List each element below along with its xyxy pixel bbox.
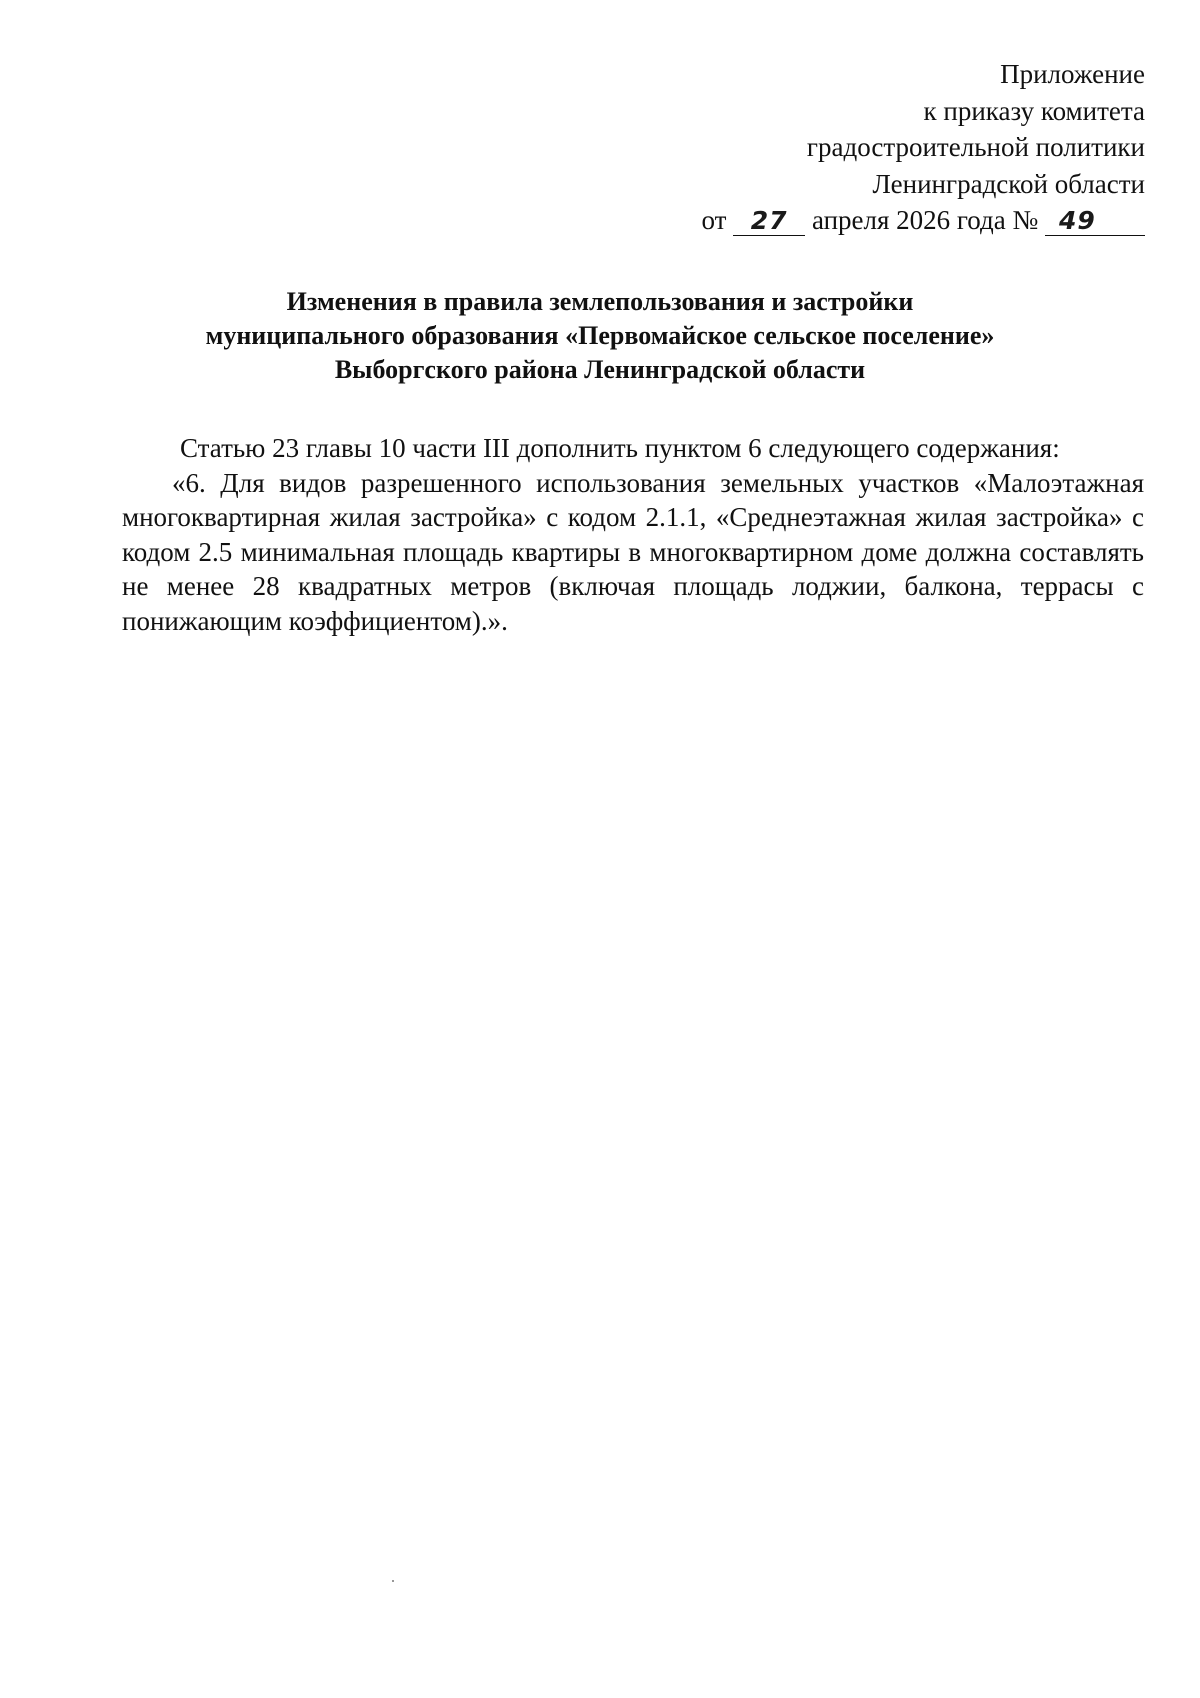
date-prefix: от <box>701 205 727 235</box>
document-title <box>0 285 1200 387</box>
order-number-field <box>1045 206 1145 236</box>
appendix-label: Приложение <box>1000 59 1145 89</box>
region-name: Ленинградской области <box>872 168 1145 199</box>
document-body <box>122 431 1144 638</box>
title-line-1: Изменения в правила землепользования и застройки <box>286 287 914 316</box>
scan-speck <box>392 1580 394 1582</box>
date-day-handwritten: 27 <box>750 206 788 235</box>
appendix-header <box>545 56 1145 239</box>
title-line-2: муниципального образования «Первомайское сельское поселение» <box>205 321 995 350</box>
title-line-3: Выборгского района Ленинградской области <box>334 355 866 384</box>
order-date-line <box>545 202 1145 239</box>
date-day-field <box>733 206 805 236</box>
amendment-paragraph: «6. Для видов разрешенного использования земельных участков «Малоэтажная многоквартирная жилая застройка» с кодом 2.1.1, «Среднеэтажная жилая застройка» с кодом 2.5 минимальная площадь квартиры в многоквартирном доме должна составлять не менее 28 квадратных метров (включая площадь лоджии, балкона, террасы с понижающим коэффициентом).». <box>122 467 1144 636</box>
date-month-year: апреля 2026 года № <box>811 205 1039 235</box>
committee-name: градостроительной политики <box>806 132 1145 162</box>
order-number-handwritten: 49 <box>1059 206 1096 235</box>
order-reference: к приказу комитета <box>923 95 1145 126</box>
amendment-intro: Статью 23 главы 10 части III дополнить пунктом 6 следующего содержания: <box>180 433 1060 463</box>
